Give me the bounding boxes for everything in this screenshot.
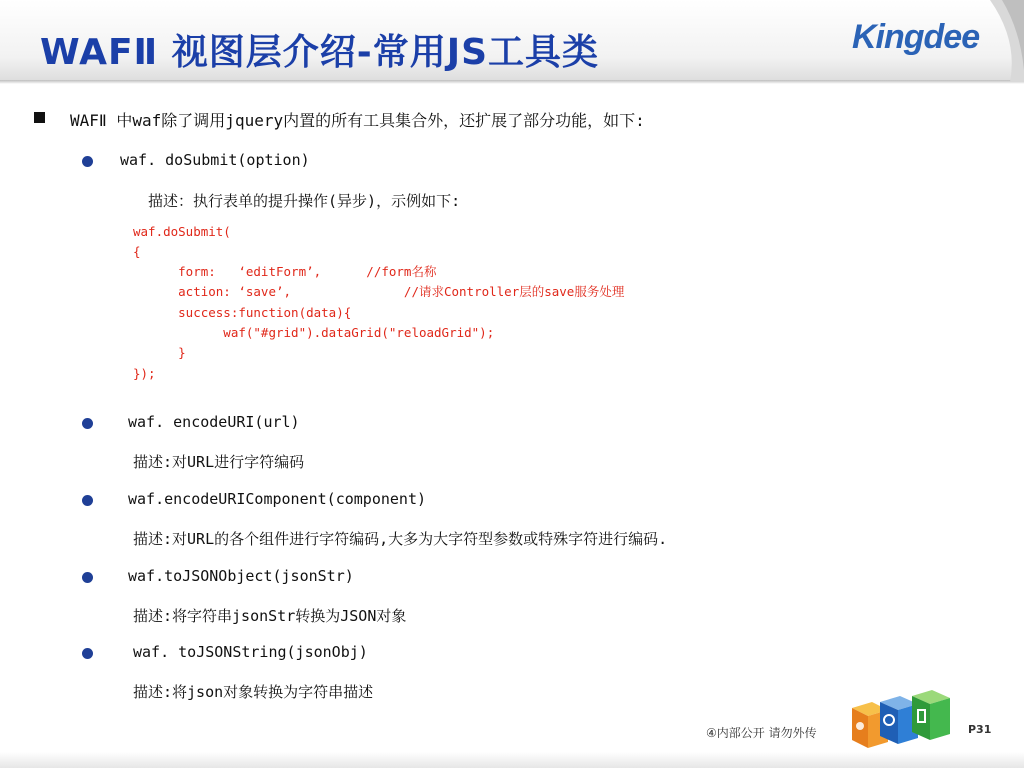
item-tojsonstring-name: waf. toJSONString(jsonObj): [133, 643, 368, 661]
header-divider: [0, 80, 1024, 84]
footer-bar: [0, 752, 1024, 768]
code-line: {: [133, 244, 141, 259]
kingdee-logo: Kingdee: [852, 18, 980, 56]
code-line: });: [133, 366, 156, 381]
square-bullet-icon: [34, 112, 45, 123]
item-dosubmit-name: waf. doSubmit(option): [120, 151, 310, 169]
page-number: P31: [968, 723, 992, 736]
item-tojsonobject-name: waf.toJSONObject(jsonStr): [128, 567, 354, 585]
code-line: waf("#grid").dataGrid("reloadGrid");: [133, 325, 495, 340]
bullet-dot-icon: [82, 572, 93, 583]
code-line: success:function(data){: [133, 305, 352, 320]
item-encodeuricomponent-name: waf.encodeURIComponent(component): [128, 490, 427, 508]
code-line: waf.doSubmit(: [133, 224, 231, 239]
product-cubes-icon: [846, 688, 956, 752]
bullet-dot-icon: [82, 156, 93, 167]
item-tojsonstring-desc: 描述:将json对象转换为字符串描述: [133, 683, 374, 701]
item-encodeuri-name: waf. encodeURI(url): [128, 413, 300, 431]
item-dosubmit-desc: 描述：执行表单的提升操作(异步)，示例如下:: [148, 192, 461, 210]
intro-text: WAFⅡ 中waf除了调用jquery内置的所有工具集合外，还扩展了部分功能，如下:: [70, 111, 645, 130]
bullet-dot-icon: [82, 495, 93, 506]
item-tojsonobject-desc: 描述:将字符串jsonStr转换为JSON对象: [133, 607, 407, 625]
bullet-dot-icon: [82, 648, 93, 659]
header-swoosh-icon: [980, 0, 1024, 82]
code-line: form: ‘editForm’, //form名称: [133, 264, 437, 279]
item-encodeuricomponent-desc: 描述:对URL的各个组件进行字符编码,大多为大字符型参数或特殊字符进行编码.: [133, 530, 668, 548]
item-encodeuri-desc: 描述:对URL进行字符编码: [133, 453, 305, 471]
bullet-dot-icon: [82, 418, 93, 429]
slide-title: WAFⅡ 视图层介绍-常用JS工具类: [40, 32, 600, 73]
footer-confidential-note: ④内部公开 请勿外传: [706, 726, 817, 740]
code-line: }: [133, 345, 186, 360]
code-line: action: ‘save’, //请求Controller层的save服务处理: [133, 284, 625, 299]
